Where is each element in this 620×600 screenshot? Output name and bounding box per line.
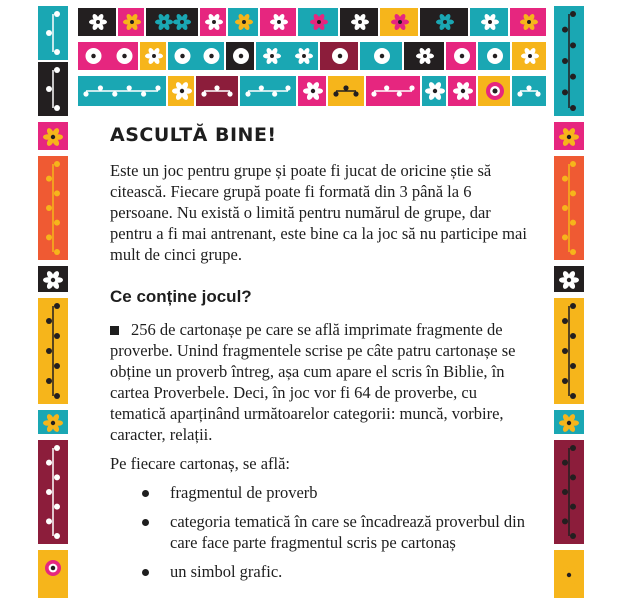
flower-icon [96, 20, 100, 24]
dot-chain [333, 91, 338, 96]
dot-chain [562, 460, 568, 466]
ring-icon [51, 566, 55, 570]
dot-chain [54, 161, 60, 167]
flower-icon [443, 20, 447, 24]
dot-chain [526, 85, 531, 90]
dot-chain [285, 85, 290, 90]
flower-icon [527, 20, 531, 24]
flower-icon [423, 54, 427, 58]
list-item-text: un simbol grafic. [170, 562, 283, 581]
dot-chain [570, 474, 576, 480]
ring-icon [460, 54, 464, 58]
ring-icon [91, 54, 95, 58]
dot-chain [562, 58, 568, 64]
flower-icon [51, 278, 55, 282]
dot-chain [54, 249, 60, 255]
dot-chain [384, 85, 389, 90]
card-items-list [110, 482, 530, 582]
dot-chain [562, 234, 568, 240]
contents-paragraph [110, 319, 530, 445]
dot-chain [54, 49, 60, 55]
dot-chain [46, 234, 52, 240]
bullet-dot-icon [142, 490, 149, 497]
dot-chain [409, 85, 414, 90]
ring-icon [180, 54, 184, 58]
flower-icon [311, 89, 315, 93]
dot-chain [54, 11, 60, 17]
flower-icon [461, 89, 465, 93]
dot-chain [54, 533, 60, 539]
flower-icon [130, 20, 134, 24]
dot-chain [570, 105, 576, 111]
dot-chain [46, 460, 52, 466]
flower-icon [51, 135, 55, 139]
dot-chain [562, 27, 568, 33]
main-content [110, 124, 530, 590]
dot-chain [562, 318, 568, 324]
dot-chain [570, 161, 576, 167]
dot-chain [245, 91, 250, 96]
intro-paragraph: Este un joc pentru grupe și poate fi jucat de oricine știe să citească. Fiecare grupă poate fi formată din 3 până la 6 persoane. Nu există o limită pentru numărul de grupe, dar pentru a fi mai antrenant, este bine ca la joc să nu participe mai mult de cinci grupe. [110, 161, 527, 264]
flower-icon [398, 20, 402, 24]
ring-icon [338, 54, 342, 58]
dot-chain [112, 91, 117, 96]
ring-icon [380, 54, 384, 58]
square-bullet-icon [110, 326, 119, 335]
dot-chain [562, 176, 568, 182]
dot-chain [54, 504, 60, 510]
dot-chain [371, 91, 376, 96]
dot-chain [98, 85, 103, 90]
dot-chain [343, 85, 348, 90]
card-intro: Pe fiecare cartonaș, se află: [110, 454, 291, 473]
dot-chain [535, 91, 540, 96]
dot-chain [272, 91, 277, 96]
dot-chain [54, 445, 60, 451]
list-item-text: categoria tematică în care se încadrează proverbul din care face parte fragmentul scris pe cartonaș [170, 512, 526, 552]
dot-chain [46, 518, 52, 524]
dot-chain [570, 11, 576, 17]
dot-chain [46, 176, 52, 182]
flower-icon [152, 54, 156, 58]
dot-chain [259, 85, 264, 90]
flower-icon [567, 135, 571, 139]
dot-chain [54, 303, 60, 309]
dot-chain [46, 30, 52, 36]
list-item [110, 511, 530, 553]
dot-chain [397, 91, 402, 96]
section-heading: Ce conține jocul? [110, 287, 252, 306]
dot-chain [562, 489, 568, 495]
list-item [110, 482, 530, 503]
dot-chain [141, 91, 146, 96]
dot-chain [570, 190, 576, 196]
flower-icon [242, 20, 246, 24]
bullet-dot-icon [142, 519, 149, 526]
dot-chain [227, 91, 232, 96]
flower-icon [277, 20, 281, 24]
dot-chain [46, 86, 52, 92]
dot-chain [46, 205, 52, 211]
flower-icon [567, 573, 571, 577]
dot-chain [46, 489, 52, 495]
ring-icon [122, 54, 126, 58]
dot-chain [54, 220, 60, 226]
dot-chain [562, 348, 568, 354]
dot-chain [54, 105, 60, 111]
flower-icon [302, 54, 306, 58]
ring-icon [239, 54, 243, 58]
dot-chain [562, 89, 568, 95]
dot-chain [517, 91, 522, 96]
flower-icon [162, 20, 166, 24]
flower-icon [433, 89, 437, 93]
flower-icon [270, 54, 274, 58]
dot-chain [570, 74, 576, 80]
flower-icon [180, 20, 184, 24]
dot-chain [54, 67, 60, 73]
flower-icon [180, 89, 184, 93]
dot-chain [570, 249, 576, 255]
page-title: ASCULTĂ BINE! [110, 124, 277, 146]
flower-icon [528, 54, 532, 58]
dot-chain [570, 42, 576, 48]
ring-icon [493, 54, 497, 58]
dot-chain [562, 378, 568, 384]
dot-chain [570, 220, 576, 226]
flower-icon [358, 20, 362, 24]
flower-icon [488, 20, 492, 24]
list-item [110, 561, 530, 582]
dot-chain [54, 474, 60, 480]
dot-chain [570, 333, 576, 339]
dot-chain [570, 303, 576, 309]
dot-chain [155, 85, 160, 90]
dot-chain [562, 205, 568, 211]
dot-chain [54, 190, 60, 196]
dot-chain [46, 318, 52, 324]
dot-chain [54, 333, 60, 339]
dot-chain [54, 363, 60, 369]
dot-chain [46, 348, 52, 354]
dot-chain [570, 445, 576, 451]
dot-chain [570, 393, 576, 399]
list-item-text: fragmentul de proverb [170, 483, 318, 502]
ring-icon [492, 88, 497, 93]
flower-icon [567, 421, 571, 425]
dot-chain [570, 363, 576, 369]
flower-icon [317, 20, 321, 24]
dot-chain [54, 393, 60, 399]
dot-chain [127, 85, 132, 90]
bullet-dot-icon [142, 569, 149, 576]
contents-text: 256 de cartonașe pe care se află imprimate fragmente de proverbe. Unind fragmentele scrise pe câte patru cartonașe se obține un proverb întreg, așa cum apare el scris în Biblie, în cartea Proverbele. Deci, în joc vor fi 64 de proverbe, cu tematică aparținând următoarelor categorii: muncă, vorbire, caracter, relații. [110, 320, 516, 444]
dot-chain [214, 85, 219, 90]
dot-chain [562, 518, 568, 524]
dot-chain [570, 504, 576, 510]
flower-icon [212, 20, 216, 24]
dot-chain [201, 91, 206, 96]
dot-chain [353, 91, 358, 96]
dot-chain [570, 533, 576, 539]
flower-icon [567, 278, 571, 282]
ring-icon [209, 54, 213, 58]
dot-chain [46, 378, 52, 384]
flower-icon [51, 421, 55, 425]
dot-chain [83, 91, 88, 96]
